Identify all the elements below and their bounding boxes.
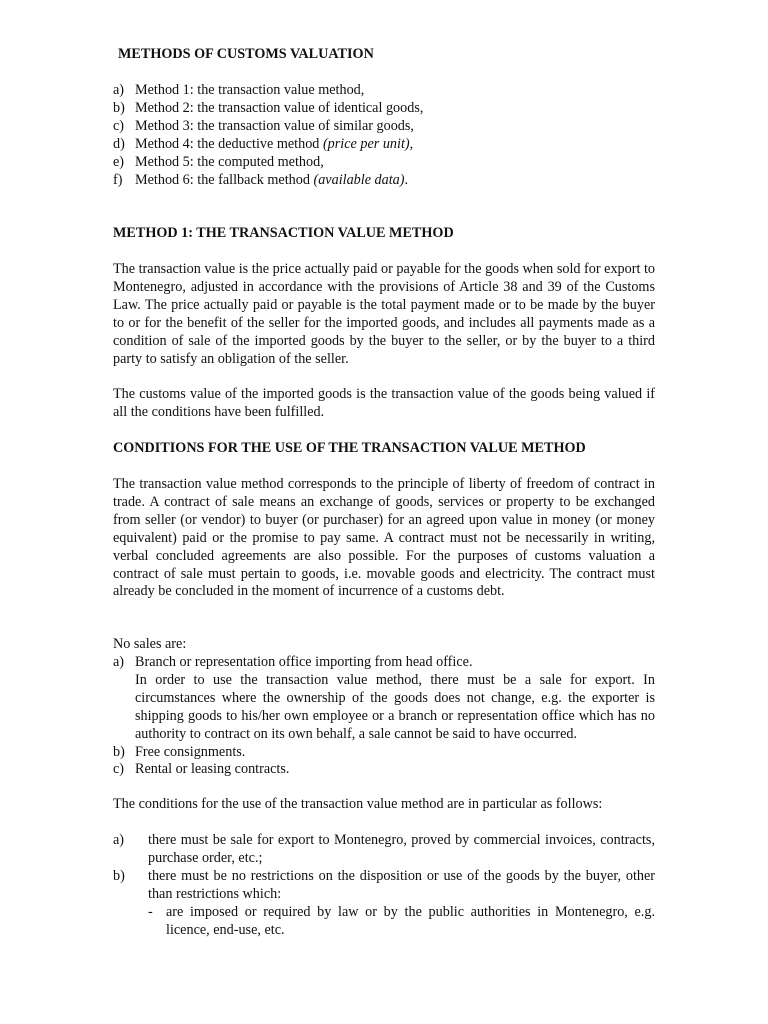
list-item: c) Rental or leasing contracts. bbox=[113, 761, 290, 778]
list-item: a) Branch or representation office importing from head office. bbox=[113, 654, 473, 670]
conditions-heading: CONDITIONS FOR THE USE OF THE TRANSACTION VALUE METHOD bbox=[113, 440, 586, 456]
conditions-paragraph: The transaction value method corresponds to the principle of liberty of freedom of contract in trade. A contract of sale means an exchange of goods, services or property to be exchanged from seller (or vendor) to buyer (or purchaser) for an agreed upon value in money (or money equivalent) paid or the promise to pay same. A contract must not be necessarily in writing, verbal concluded agreements are also possible. For the purposes of customs valuation a contract of sale must pertain to goods, i.e. movable goods and electricity. The contract must already be concluded in the moment of incurrence of a customs debt. bbox=[113, 476, 655, 600]
document-title: METHODS OF CUSTOMS VALUATION bbox=[118, 46, 374, 62]
method1-paragraph: The transaction value is the price actually paid or payable for the goods when sold for export to Montenegro, adjusted in accordance with the provisions of Article 38 and 39 of the Customs Law. The price actually paid or payable is the total payment made or to be made by the buyer to or for the benefit of the seller for the imported goods, and includes all payments made as a condition of sale of the imported goods by the buyer to the seller, or by the buyer to a third party to satisfy an obligation of the seller. bbox=[113, 261, 655, 367]
method1-heading: METHOD 1: THE TRANSACTION VALUE METHOD bbox=[113, 225, 454, 241]
list-item: b) Method 2: the transaction value of identical goods, bbox=[113, 99, 424, 116]
list-item: f) Method 6: the fallback method (available data). bbox=[113, 171, 409, 188]
sub-list-item: - are imposed or required by law or by the public authorities in Montenegro, e.g. licence, end-use, etc. bbox=[148, 903, 655, 938]
list-item: a) Method 1: the transaction value method, bbox=[113, 82, 365, 98]
conditions-list-intro: The conditions for the use of the transaction value method are in particular as follows: bbox=[113, 796, 603, 812]
list-item: a) there must be sale for export to Montenegro, proved by commercial invoices, contracts, purchase order, etc.; bbox=[113, 832, 655, 866]
methods-list bbox=[113, 82, 655, 189]
list-item: b) Free consignments. bbox=[113, 743, 246, 760]
list-item-continuation: In order to use the transaction value method, there must be a sale for export. In circumstances where the ownership of the goods does not change, e.g. the exporter is shipping goods to his/her own employee or a branch or representation office which has no authority to contract on its own behalf, a sale cannot be said to have occurred. bbox=[135, 671, 655, 742]
list-item: b) there must be no restrictions on the disposition or use of the goods by the buyer, other than restrictions which: bbox=[113, 867, 655, 902]
customs-value-paragraph: The customs value of the imported goods is the transaction value of the goods being valued if all the conditions have been fulfilled. bbox=[113, 386, 655, 420]
no-sales-intro: No sales are: bbox=[113, 636, 187, 652]
no-sales-list bbox=[113, 654, 655, 779]
list-item: e) Method 5: the computed method, bbox=[113, 153, 324, 170]
list-item: c) Method 3: the transaction value of similar goods, bbox=[113, 117, 414, 134]
conditions-list bbox=[113, 832, 655, 939]
list-item: d) Method 4: the deductive method (price per unit), bbox=[113, 135, 414, 152]
